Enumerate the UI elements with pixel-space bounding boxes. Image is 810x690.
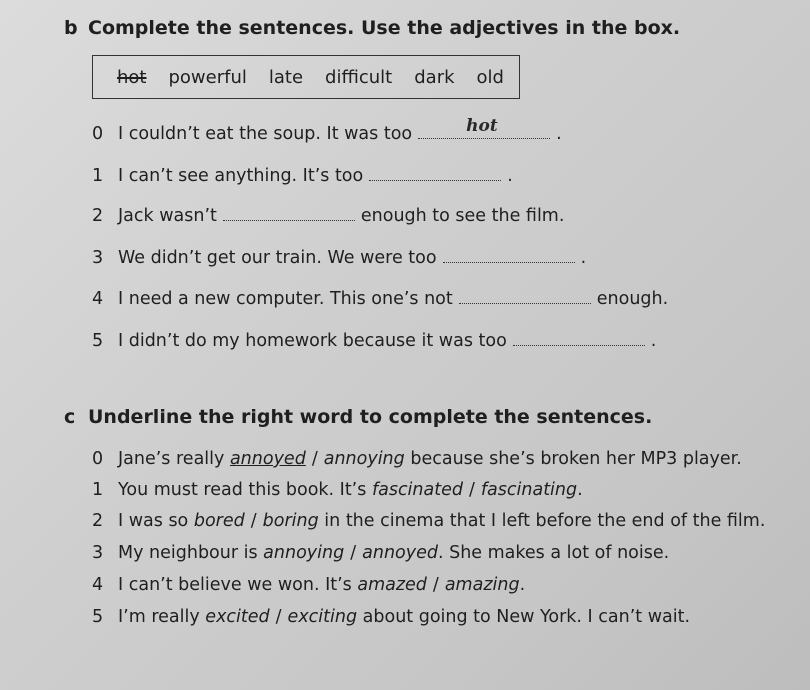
section-c-heading <box>64 406 652 428</box>
exercise-c-item <box>92 543 669 563</box>
exercise-b-item <box>92 329 656 351</box>
word-option-1[interactable]: excited <box>205 607 270 627</box>
exercise-b-item <box>92 246 586 268</box>
option-separator: / <box>275 607 282 627</box>
item-number: 4 <box>92 575 104 595</box>
handwritten-answer: hot <box>466 116 498 136</box>
item-number: 1 <box>92 166 104 186</box>
word-option-1[interactable]: amazed <box>357 575 427 595</box>
sentence-end: . <box>507 166 513 186</box>
item-number: 0 <box>92 449 104 469</box>
item-number: 1 <box>92 480 104 500</box>
sentence-end: . <box>519 575 526 595</box>
exercise-b-item <box>92 287 668 309</box>
exercise-b-item <box>92 164 513 186</box>
sentence-start: I’m really <box>118 607 200 627</box>
word-option-1[interactable]: annoyed <box>229 449 306 469</box>
word-option-2[interactable]: boring <box>262 511 319 531</box>
sentence-start: I can’t see anything. It’s too <box>118 166 364 186</box>
exercise-b-item <box>92 204 564 226</box>
answer-blank[interactable] <box>418 116 550 139</box>
word-option-2[interactable]: annoyed <box>362 543 438 563</box>
sentence-end: about going to New York. I can’t wait. <box>362 607 691 627</box>
sentence-end: enough. <box>596 289 669 309</box>
sentence-start: I couldn’t eat the soup. It was too <box>118 124 413 144</box>
section-b-heading <box>64 17 680 39</box>
option-separator: / <box>432 575 439 595</box>
sentence-start: Jack wasn’t <box>118 206 217 226</box>
section-c-instruction: Underline the right word to complete the sentences. <box>88 406 653 428</box>
word-option-2[interactable]: annoying <box>323 449 405 469</box>
item-number: 2 <box>92 206 104 226</box>
exercise-b-item <box>92 116 562 144</box>
item-number: 3 <box>92 248 104 268</box>
option-separator: / <box>311 449 318 469</box>
exercise-c-item <box>92 575 525 595</box>
sentence-end: . <box>577 480 583 500</box>
sentence-start: Jane’s really <box>118 449 225 469</box>
section-b-letter: b <box>64 17 78 39</box>
answer-blank[interactable] <box>459 287 591 304</box>
answer-blank[interactable] <box>513 329 645 346</box>
box-word: difficult <box>325 66 393 88</box>
word-option-1[interactable]: annoying <box>263 543 345 563</box>
item-number: 0 <box>92 124 104 144</box>
exercise-c-item <box>92 607 690 627</box>
section-b-instruction: Complete the sentences. Use the adjectives in the box. <box>88 17 681 39</box>
sentence-end: because she’s broken her MP3 player. <box>410 449 742 469</box>
box-word: hot <box>117 66 147 88</box>
word-option-2[interactable]: amazing <box>444 575 520 595</box>
box-word: dark <box>414 66 455 88</box>
sentence-end: enough to see the film. <box>360 206 565 226</box>
word-option-2[interactable]: exciting <box>287 607 358 627</box>
box-word: old <box>476 66 504 88</box>
exercise-c-item <box>92 449 742 469</box>
option-separator: / <box>250 511 257 531</box>
box-word: powerful <box>168 66 247 88</box>
item-number: 5 <box>92 331 104 351</box>
word-option-1[interactable]: fascinated <box>371 480 463 500</box>
item-number: 3 <box>92 543 104 563</box>
sentence-start: I was so <box>118 511 189 531</box>
sentence-end: . She makes a lot of noise. <box>437 543 670 563</box>
sentence-start: I need a new computer. This one’s not <box>118 289 453 309</box>
sentence-start: My neighbour is <box>118 543 258 563</box>
exercise-c-item <box>92 511 765 531</box>
exercise-c-item <box>92 480 583 500</box>
sentence-end: . <box>650 331 657 351</box>
sentence-start: We didn’t get our train. We were too <box>118 248 437 268</box>
sentence-end: . <box>556 124 562 144</box>
word-option-2[interactable]: fascinating <box>480 480 578 500</box>
answer-blank[interactable] <box>223 204 355 221</box>
option-separator: / <box>350 543 357 563</box>
option-separator: / <box>468 480 475 500</box>
sentence-end: . <box>580 248 587 268</box>
answer-blank[interactable] <box>443 246 575 263</box>
sentence-start: You must read this book. It’s <box>118 480 367 500</box>
adjective-box <box>92 55 520 99</box>
word-option-1[interactable]: bored <box>193 511 245 531</box>
item-number: 5 <box>92 607 104 627</box>
box-word: late <box>268 66 304 88</box>
sentence-start: I didn’t do my homework because it was too <box>118 331 507 351</box>
item-number: 4 <box>92 289 104 309</box>
sentence-start: I can’t believe we won. It’s <box>118 575 352 595</box>
item-number: 2 <box>92 511 104 531</box>
sentence-end: in the cinema that I left before the end of the film. <box>324 511 766 531</box>
answer-blank[interactable] <box>369 164 501 181</box>
section-c-letter: c <box>64 406 76 428</box>
